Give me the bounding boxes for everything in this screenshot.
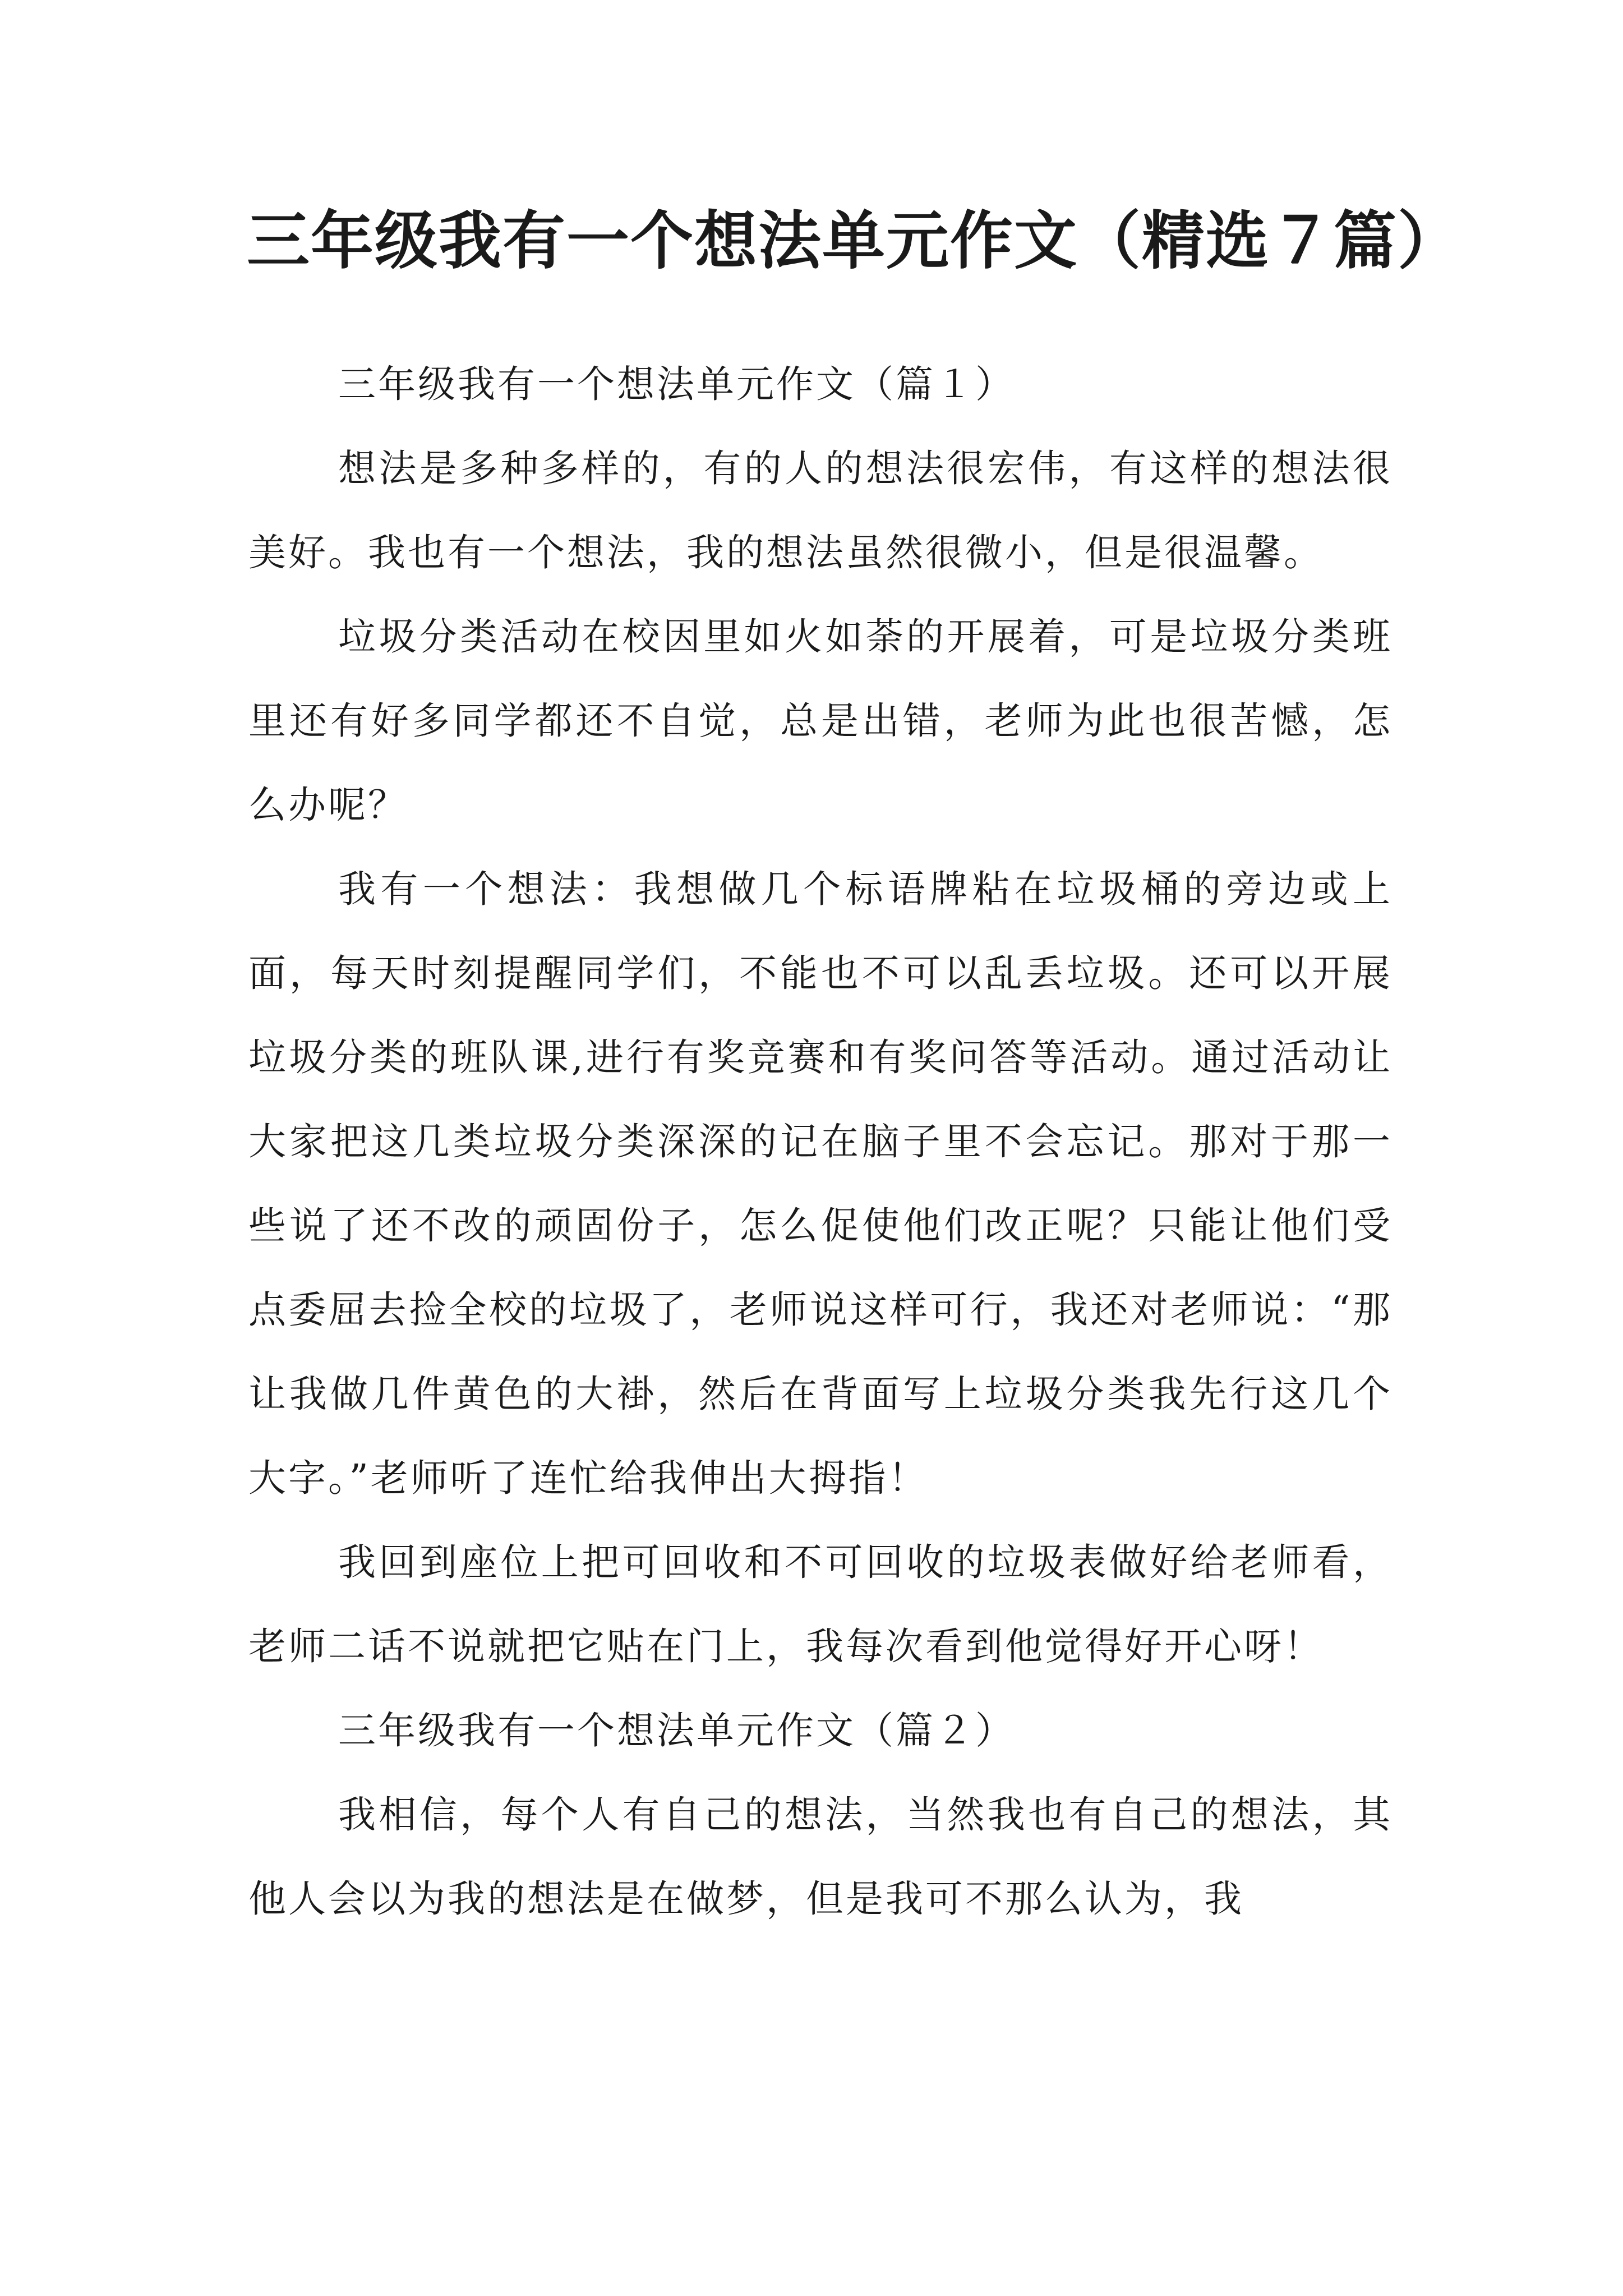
paragraph: 我回到座位上把可回收和不可回收的垃圾表做好给老师看，老师二话不说就把它贴在门上，我每次看到他觉得好开心呀！ (248, 1540, 1393, 1668)
document-body (248, 342, 1393, 1941)
section-heading-1: 三年级我有一个想法单元作文（篇１） (338, 362, 1015, 406)
paragraph: 想法是多种多样的，有的人的想法很宏伟，有这样的想法很美好。我也有一个想法，我的想法虽然很微小，但是很温馨。 (248, 447, 1393, 574)
document-title: 三年级我有一个想法单元作文（精选７篇） (247, 204, 1461, 278)
paragraph: 垃圾分类活动在校因里如火如荼的开展着，可是垃圾分类班里还有好多同学都还不自觉，总是出错，老师为此也很苦憾，怎么办呢？ (248, 615, 1393, 827)
paragraph: 我相信，每个人有自己的想法，当然我也有自己的想法，其他人会以为我的想法是在做梦，但是我可不那么认为，我 (248, 1793, 1393, 1921)
paragraph: 我有一个想法：我想做几个标语牌粘在垃圾桶的旁边或上面，每天时刻提醒同学们，不能也不可以乱丢垃圾。还可以开展垃圾分类的班队课,进行有奖竞赛和有奖问答等活动。通过活动让大家把这几类垃圾分类深深的记在脑子里不会忘记。那对于那一些说了还不改的顽固份子，怎么促使他们改正呢？只能让他们受点委屈去捡全校的垃圾了，老师说这样可行，我还对老师说：“那让我做几件黄色的大褂，然后在背面写上垃圾分类我先行这几个大字。”老师听了连忙给我伸出大拇指！ (248, 867, 1393, 1500)
section-heading-2: 三年级我有一个想法单元作文（篇２） (338, 1709, 1015, 1752)
